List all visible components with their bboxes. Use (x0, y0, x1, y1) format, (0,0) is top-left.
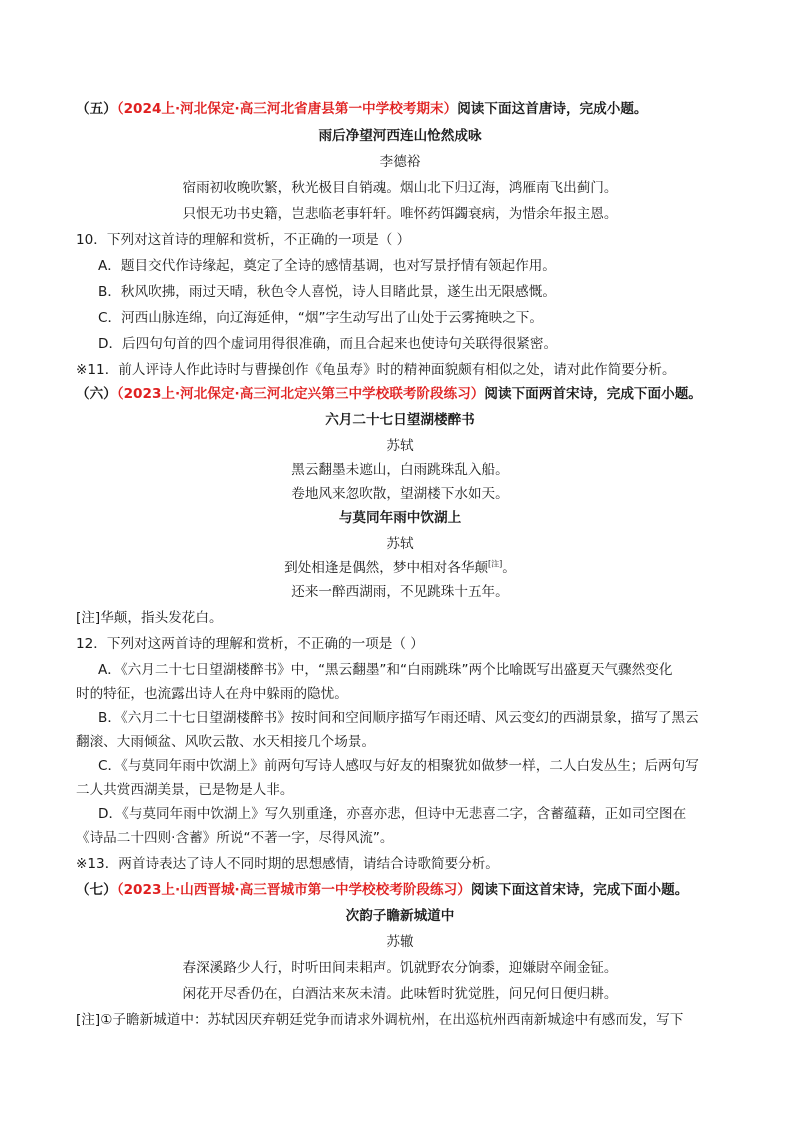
option-b: B．《六月二十七日望湖楼醉书》按时间和空间顺序描写乍雨还晴、风云变幻的西湖景象，描写了黑云 (98, 710, 699, 726)
poem-line: 到处相逢是偶然，梦中相对各华颠[注]。 (284, 559, 516, 576)
poem-line: 闲花开尽香仍在，白酒沽来灰未清。此味暂时犹觉胜，问兄何日便归耕。 (182, 986, 618, 1002)
option-c: C．《与莫同年雨中饮湖上》前两句写诗人感叹与好友的相聚犹如做梦一样，二人白发丛生；后两句写 (98, 758, 699, 774)
poem-line: 宿雨初收晚吹繁，秋光极目自销魂。烟山北下归辽海，鸿雁南飞出蓟门。 (182, 180, 618, 196)
section-number: （五） (76, 101, 117, 117)
footnote-marker: [注] (488, 559, 503, 569)
poem-title: 与莫同年雨中饮湖上 (338, 510, 462, 526)
poem-author: 苏轼 (386, 536, 414, 552)
option-b: B．秋风吹拂，雨过天晴，秋色令人喜悦，诗人目睹此景，遂生出无限感慨。 (98, 284, 556, 300)
poem-author: 苏辙 (386, 934, 414, 950)
section-instruction: 阅读下面两首宋诗，完成下面小题。 (484, 386, 702, 402)
section-instruction: 阅读下面这首宋诗，完成下面小题。 (470, 882, 689, 898)
poem-title: 雨后净望河西连山怆然成咏 (318, 128, 482, 144)
option-a: A．《六月二十七日望湖楼醉书》中，“黑云翻墨”和“白雨跳珠”两个比喻既写出盛夏天气骤然变化 (98, 662, 673, 678)
question-stem: 12．下列对这两首诗的理解和赏析，不正确的一项是（ ） (76, 636, 424, 652)
option-d-cont: 《诗品二十四则·含蓄》所说“不著一字，尽得风流”。 (76, 830, 394, 846)
section-heading-6 (76, 384, 702, 404)
question-11: ※11．前人评诗人作此诗时与曹操创作《龟虽寿》时的精神面貌颇有相似之处，请对此作简要分析。 (76, 362, 676, 378)
option-d: D．后四句句首的四个虚词用得很准确，而且合起来也使诗句关联得很紧密。 (98, 336, 558, 352)
question-stem: 10．下列对这首诗的理解和赏析，不正确的一项是（ ） (76, 232, 411, 248)
poem-line: 还来一醉西湖雨，不见跳珠十五年。 (291, 584, 509, 600)
option-a: A．题目交代作诗缘起，奠定了全诗的感情基调，也对写景抒情有领起作用。 (98, 258, 556, 274)
source-tag: （2024上·河北保定·高三河北省唐县第一中学校考期末） (116, 101, 458, 117)
poem-line: 黑云翻墨未遮山，白雨跳珠乱入船。 (291, 462, 509, 478)
poem-line: 卷地风来忽吹散，望湖楼下水如天。 (291, 486, 509, 502)
source-tag: （2023上·河北保定·高三河北定兴第三中学校联考阶段练习） (116, 386, 485, 402)
section-number: （六） (76, 386, 117, 402)
option-b-cont: 翻滚、大雨倾盆、风吹云散、水天相接几个场景。 (76, 734, 376, 750)
question-13: ※13．两首诗表达了诗人不同时期的思想感情，请结合诗歌简要分析。 (76, 856, 499, 872)
poem-line: 春深溪路少人行，时听田间耒耜声。饥就野农分饷黍，迎嫌尉卒闹金钲。 (182, 960, 618, 976)
section-heading-5 (76, 99, 648, 119)
poem-title: 六月二十七日望湖楼醉书 (325, 412, 475, 428)
source-tag: （2023上·山西晋城·高三晋城市第一中学校校考阶段练习） (116, 882, 471, 898)
footnote: [注]华颠，指头发花白。 (76, 610, 223, 626)
option-c-cont: 二人共赏西湖美景，已是物是人非。 (76, 782, 294, 798)
option-c: C．河西山脉连绵，向辽海延伸，“烟”字生动写出了山处于云雾掩映之下。 (98, 310, 543, 326)
poem-author: 苏轼 (386, 438, 414, 454)
option-d: D．《与莫同年雨中饮湖上》写久别重逢，亦喜亦悲，但诗中无悲喜二字，含蓄蕴藉，正如司空图在 (98, 806, 687, 822)
option-a-cont: 时的特征，也流露出诗人在舟中躲雨的隐忧。 (76, 686, 348, 702)
section-number: （七） (76, 882, 117, 898)
poem-author: 李德裕 (379, 154, 421, 170)
section-instruction: 阅读下面这首唐诗，完成小题。 (457, 101, 648, 117)
footnote: [注]①子瞻新城道中：苏轼因厌弃朝廷党争而请求外调杭州，在出巡杭州西南新城途中有感而发，写下 (76, 1012, 684, 1028)
section-heading-7 (76, 880, 688, 900)
poem-title: 次韵子瞻新城道中 (345, 908, 455, 924)
poem-line: 只恨无功书史籍，岂悲临老事轩轩。唯怀药饵蠲衰病，为惜余年报主恩。 (182, 206, 618, 222)
